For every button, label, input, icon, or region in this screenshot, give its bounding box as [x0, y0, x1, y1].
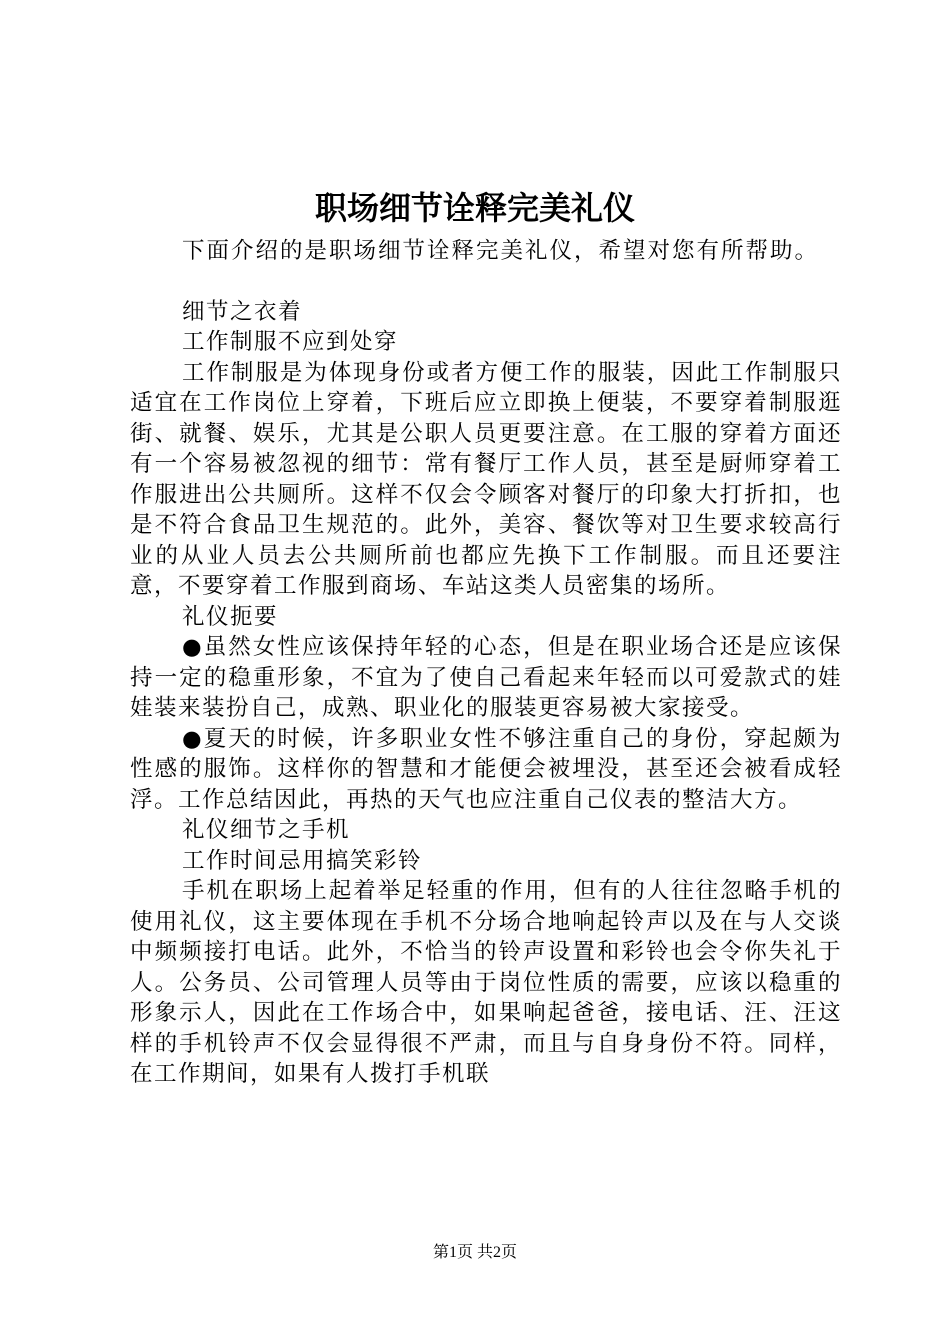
- paragraph-phone: 手机在职场上起着举足轻重的作用，但有的人往往忽略手机的使用礼仪，这主要体现在手机不分场合地响起铃声以及在与人交谈中频频接打电话。此外，不恰当的铃声设置和彩铃也会令你失礼于人。公务员、公司管理人员等由于岗位性质的需要，应该以稳重的形象示人，因此在工作场合中，如果响起爸爸，接电话、汪、汪这样的手机铃声不仅会显得很不严肃，而且与自身身份不符。同样，在工作期间，如果有人拨打手机联: [130, 878, 842, 1087]
- subheading-ringtone: 工作时间忌用搞笑彩铃: [182, 847, 423, 874]
- document-title: 职场细节诠释完美礼仪: [314, 189, 635, 227]
- document-body: [130, 236, 842, 1090]
- section-heading-phone: 礼仪细节之手机: [182, 817, 351, 843]
- section-heading-clothing: 细节之衣着: [182, 298, 303, 325]
- subheading-uniform: 工作制服不应到处穿: [182, 329, 399, 355]
- bullet-paragraph-2: ●夏天的时候，许多职业女性不够注重自己的身份，穿起颇为性感的服饰。这样你的智慧和才能便会被埋没，甚至还会被看成轻浮。工作总结因此，再热的天气也应注重自己仪表的整洁大方。: [130, 725, 842, 813]
- bullet-paragraph-1: ●虽然女性应该保持年轻的心态，但是在职业场合还是应该保持一定的稳重形象，不宜为了使自己看起来年轻而以可爱款式的娃娃装来装扮自己，成熟、职业化的服装更容易被大家接受。: [130, 634, 842, 721]
- subheading-etiquette-summary: 礼仪扼要: [182, 603, 279, 630]
- intro-paragraph: 下面介绍的是职场细节诠释完美礼仪，希望对您有所帮助。: [182, 238, 820, 264]
- page-footer: 第1页 共2页: [432, 1244, 517, 1261]
- paragraph-uniform: 工作制服是为体现身份或者方便工作的服装，因此工作制服只适宜在工作岗位上穿着，下班后应立即换上便装，不要穿着制服逛街、就餐、娱乐，尤其是公职人员更要注意。在工服的穿着方面还有一个容易被忽视的细节：常有餐厅工作人员，甚至是厨师穿着工作服进出公共厕所。这样不仅会令顾客对餐厅的印象大打折扣，也是不符合食品卫生规范的。此外，美容、餐饮等对卫生要求较高行业的从业人员去公共厕所前也都应先换下工作制服。而且还要注意，不要穿着工作服到商场、车站这类人员密集的场所。: [130, 359, 842, 599]
